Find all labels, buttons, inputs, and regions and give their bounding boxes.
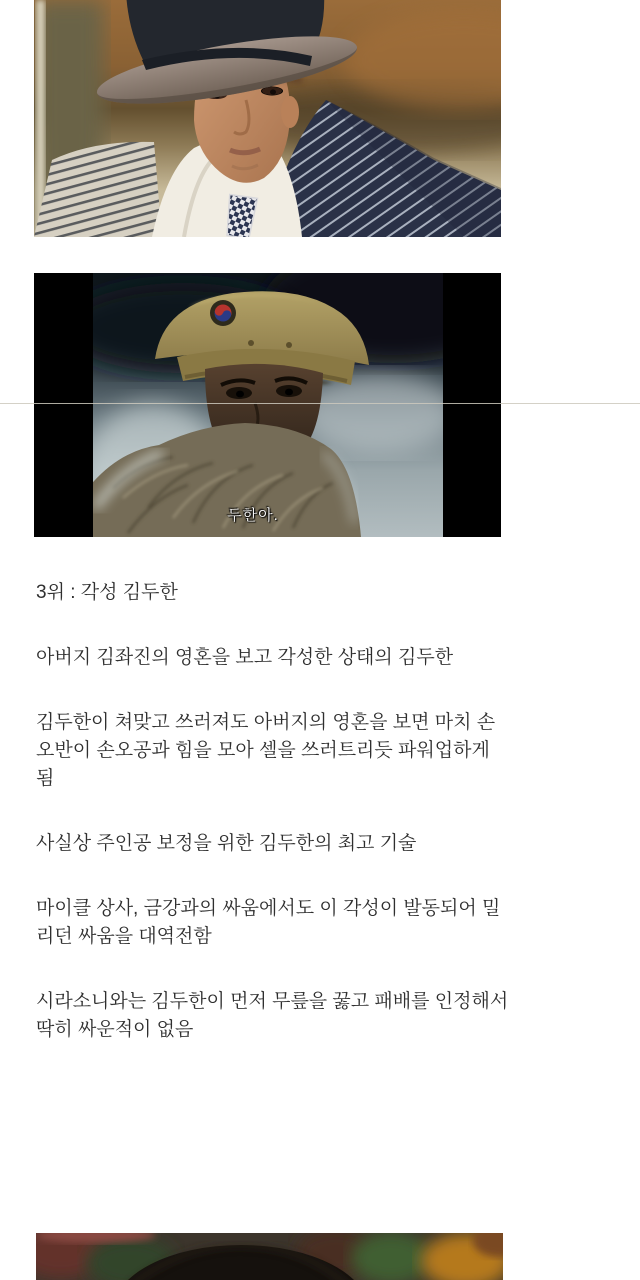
text-line: 리던 싸움을 대역전함 xyxy=(36,926,212,947)
text-line: 사실상 주인공 보정을 위한 김두한의 최고 기술 xyxy=(36,833,417,854)
post-paragraph xyxy=(36,830,611,858)
seam-line xyxy=(0,403,640,404)
officer-video-still xyxy=(93,273,443,537)
post-paragraph xyxy=(36,988,611,1044)
text-line: 마이클 상사, 금강과의 싸움에서도 이 각성이 발동되어 밀 xyxy=(36,898,501,919)
post-paragraph xyxy=(36,709,611,793)
post-image-top[interactable] xyxy=(34,0,501,237)
text-line: 오반이 손오공과 힘을 모아 셀을 쓰러트리듯 파워업하게 xyxy=(36,740,490,761)
pinstripe-suit-photo xyxy=(34,0,501,237)
post-image-middle[interactable] xyxy=(34,273,501,537)
post-paragraph xyxy=(36,895,611,951)
post-body xyxy=(36,579,611,1081)
post-paragraph xyxy=(36,579,611,607)
post-image-bottom[interactable] xyxy=(36,1233,503,1280)
subtitle-caption: 두한아. xyxy=(227,507,279,524)
post-paragraph xyxy=(36,644,611,672)
text-line: 김두한이 쳐맞고 쓰러져도 아버지의 영혼을 보면 마치 손 xyxy=(36,712,496,733)
text-line: 아버지 김좌진의 영혼을 보고 각성한 상태의 김두한 xyxy=(36,647,454,668)
text-line: 3위 : 각성 김두한 xyxy=(36,582,178,603)
next-photo-partial xyxy=(36,1233,503,1280)
taegeuk-emblem xyxy=(210,300,236,326)
text-line: 시라소니와는 김두한이 먼저 무릎을 꿇고 패배를 인정해서 xyxy=(36,991,509,1012)
video-frame xyxy=(93,273,443,537)
text-line: 딱히 싸운적이 없음 xyxy=(36,1019,194,1040)
text-line: 됨 xyxy=(36,768,55,789)
